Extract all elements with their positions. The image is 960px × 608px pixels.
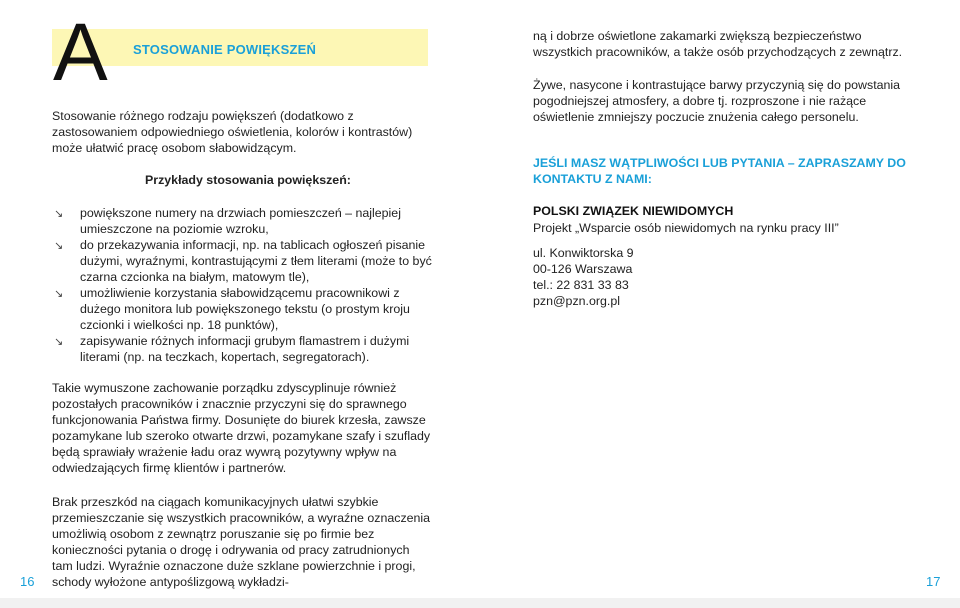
organization-name: POLSKI ZWIĄZEK NIEWIDOMYCH [533, 204, 734, 218]
arrow-down-right-icon: ↘ [54, 207, 64, 220]
arrow-down-right-icon: ↘ [54, 287, 64, 300]
safety-paragraph: ną i dobrze oświetlone zakamarki zwiększą bezpieczeństwo wszystkich pracowników, a także osób przychodzących z zewnątrz. [533, 29, 903, 59]
section-title: STOSOWANIE POWIĘKSZEŃ [133, 42, 317, 57]
phone: tel.: 22 831 33 83 [533, 278, 629, 292]
contact-heading: JEŚLI MASZ WĄTPLIWOŚCI LUB PYTANIA – ZAPRASZAMY DO KONTAKTU Z NAMI: [533, 156, 906, 186]
list-item: ↘ umożliwienie korzystania słabowidzącemu pracownikowi z dużego monitora lub powiększonego tekstu (o prostym kroju czcionki i wielkości np. 18 punktów), [54, 286, 410, 332]
list-item: ↘ do przekazywania informacji, np. na tablicach ogłoszeń pisanie dużymi, wyraźnymi, kontrastującymi z tłem literami (może to być czarna czcionka na białym, matowym tle), [54, 238, 432, 284]
postal-city: 00-126 Warszawa [533, 262, 633, 276]
intro-paragraph: Stosowanie różnego rodzaju powiększeń (dodatkowo z zastosowaniem odpowiedniego oświetlenia, kolorów i kontrastów) może ułatwić pracę osobom słabowidzącym. [52, 109, 413, 155]
email-link[interactable]: pzn@pzn.org.pl [533, 294, 620, 308]
order-paragraph: Takie wymuszone zachowanie porządku zdyscyplinuje również pozostałych pracowników i znacznie przyczyni się do sprawnego funkcjonowania Państwa firmy. Dosunięte do biurek krzesła, zawsze pozamykane lub szeroko otwarte drzwi, pozamykane szafy i szuflady będą sprawiały wrażenie ładu oraz wywrą pozytywny wpływ na odwiedzających firmę klientów i partnerów. [52, 381, 431, 475]
list-item: ↘ powiększone numery na drzwiach pomieszczeń – najlepiej umieszczone na poziomie wzroku, [54, 206, 401, 236]
examples-heading: Przykłady stosowania powiększeń: [145, 173, 351, 187]
list-item: ↘ zapisywanie różnych informacji grubym flamastrem i dużymi literami (np. na teczkach, kopertach, segregatorach). [54, 334, 410, 364]
initial-letter: A [53, 7, 108, 98]
examples-list [52, 205, 432, 365]
contact-address [533, 245, 634, 309]
page-number-right: 17 [926, 574, 941, 589]
arrow-down-right-icon: ↘ [54, 239, 64, 252]
bottom-stripe [0, 598, 960, 608]
project-name: Projekt „Wsparcie osób niewidomych na rynku pracy III” [533, 221, 839, 235]
arrow-down-right-icon: ↘ [54, 335, 64, 348]
page-number-left: 16 [20, 574, 35, 589]
obstacles-paragraph: Brak przeszkód na ciągach komunikacyjnych ułatwi szybkie przemieszczanie się wszystkich pracowników, a wyraźne oznaczenia umożliwią osobom z zewnątrz poruszanie się po firmie bez konieczności pytania o drogę i odrywania od pracy zatrudnionych tam ludzi. Wyraźnie oznaczone duże szklane powierzchnie i progi, schody wyłożone antypoślizgową wykładzi- [52, 495, 431, 589]
street: ul. Konwiktorska 9 [533, 246, 634, 260]
colors-paragraph: Żywe, nasycone i kontrastujące barwy przyczynią się do powstania pogodniejszej atmosfery, a dobre tj. rozproszone i nie rażące oświetlenie zmniejszy poczucie znużenia całego personelu. [533, 78, 901, 124]
